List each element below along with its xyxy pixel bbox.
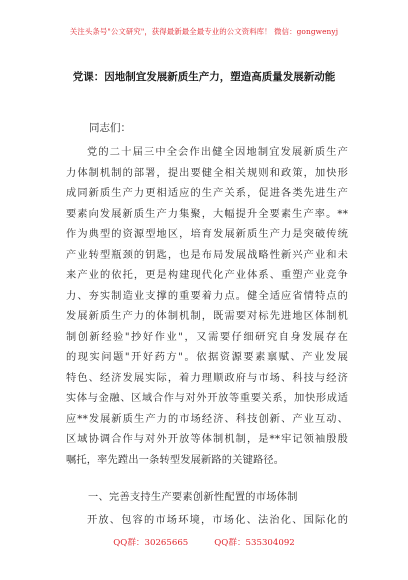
paragraph-line: 应**发展新质生产力的市场经济、科技创新、产业互动、	[66, 413, 348, 425]
paragraph-line: 区域协调合作与对外开放等体制机制，是**牢记领袖殷殷	[66, 434, 348, 445]
paragraph-line: 来产业的依托，更是构建现代化产业体系、重塑产业竞争	[66, 270, 348, 281]
paragraph-line: 力体制机制的部署，提出要健全相关规则和政策，加快形	[66, 167, 348, 179]
paragraph-line: 成同新质生产力更相适应的生产关系，促进各类先进生产	[66, 188, 348, 199]
body-paragraph	[66, 143, 348, 471]
salutation: 同志们：	[89, 122, 131, 134]
paragraph-line: 要素向发展新质生产力集聚，大幅提升全要素生产率。**	[66, 208, 348, 220]
footer-contact	[0, 536, 408, 548]
paragraph-line: 制创新经验"抄好作业"，又需要仔细研究自身发展存在	[66, 331, 348, 343]
paragraph-line: 开放、包容的市场环境，市场化、法治化、国际化的	[87, 515, 348, 526]
paragraph-line: 力、夯实制造业支撑的重要着力点。健全适应省情特点的	[66, 290, 348, 302]
paragraph-line: 发展新质生产力的体制机制，既需要对标先进地区体制机	[66, 311, 348, 322]
paragraph-line: 作为典型的资源型地区，培育发展新质生产力是突破传统	[66, 229, 348, 240]
document-title: 党课：因地制宜发展新质生产力，塑造高质量发展新动能	[72, 71, 336, 83]
paragraph-line: 特色、经济发展实际，着力理顺政府与市场、科技与经济	[66, 372, 348, 384]
header-note: 关注头条号"公文研究"，获得最新最全最专业的公文资料库！ 微信：gongwenyj	[69, 27, 339, 36]
paragraph-line: 嘱托，率先蹚出一条转型发展新路的关键路径。	[66, 454, 285, 466]
paragraph-line: 的现实问题"开好药方"。依据资源要素禀赋、产业发展	[66, 352, 348, 363]
paragraph-line: 实体与金融、区域合作与对外开放等重要关系，加快形成适	[66, 393, 348, 404]
paragraph-line: 产业转型瓶颈的钥匙，也是布局发展战略性新兴产业和未	[66, 249, 348, 261]
section-heading: 一、完善支持生产要素创新性配置的市场体制	[88, 492, 298, 503]
qq-group-1: QQ群：30265665	[113, 538, 189, 548]
paragraph-line: 党的二十届三中全会作出健全因地制宜发展新质生产	[87, 147, 348, 158]
qq-group-2: QQ群：535304092	[214, 538, 295, 548]
